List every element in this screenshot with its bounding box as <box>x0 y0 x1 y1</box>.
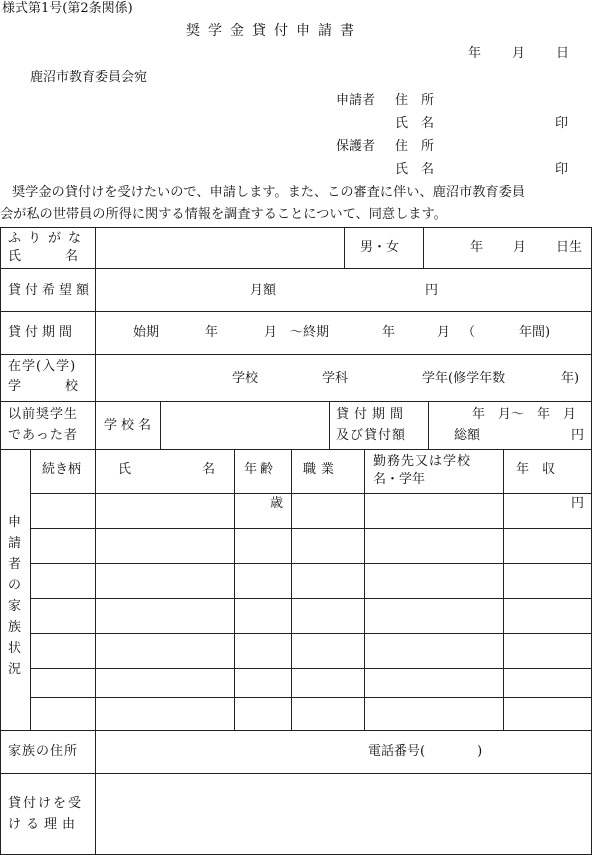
period-end-month: 月 <box>437 325 451 340</box>
dept-unit: 学科 <box>322 371 349 386</box>
family-name-header-2: 名 <box>202 462 216 477</box>
period-paren-open: （ <box>462 325 476 340</box>
grade-unit: 学年(修学年数 <box>422 371 506 386</box>
grade-years-close: 年) <box>561 371 580 386</box>
school-label-1: 在学(入学) <box>8 359 77 374</box>
period-end-year: 年 <box>382 325 396 340</box>
form-number: 様式第1号(第2条関係) <box>2 1 133 16</box>
addressee: 鹿沼市教育委員会宛 <box>30 70 148 85</box>
prev-scholar-label-2: であった者 <box>8 428 78 443</box>
workplace-header-1: 勤務先又は学校 <box>373 454 472 469</box>
date-day: 日 <box>556 46 570 61</box>
income-header: 年 収 <box>516 462 556 477</box>
birth-day: 日生 <box>556 240 583 255</box>
guardian-name-label: 氏 名 <box>395 162 435 177</box>
prev-school-name-label: 学校名 <box>104 418 156 433</box>
family-status-label: 申請者の家族状況 <box>8 515 22 677</box>
applicant-seal: 印 <box>555 116 569 131</box>
period-start-label: 始期 <box>133 325 160 340</box>
statement-line-1: 奨学金の貸付けを受けたいので、申請します。また、この審査に伴い、鹿沼市教育委員 <box>12 185 525 200</box>
reason-label-1: 貸付けを受 <box>8 796 84 811</box>
applicant-address-label: 住 所 <box>395 93 435 108</box>
birth-month: 月 <box>513 240 527 255</box>
reason-input[interactable] <box>96 774 590 853</box>
guardian-label: 保護者 <box>336 139 376 154</box>
family-address-label: 家族の住所 <box>8 744 79 759</box>
loan-period-label: 貸付期間 <box>8 325 77 340</box>
phone-label: 電話番号( ) <box>368 744 483 759</box>
form-title: 奨学金貸付申請書 <box>186 23 362 39</box>
period-years: 年間) <box>519 325 551 340</box>
workplace-header-2: 名・学年 <box>373 472 426 487</box>
reason-label-2: ける理由 <box>8 817 81 832</box>
statement-line-2: 会が私の世帯員の所得に関する情報を調査することについて、同意します。 <box>0 207 447 222</box>
prev-period-label-2: 及び貸付額 <box>336 428 407 443</box>
period-start-month: 月 <box>264 325 278 340</box>
name-input[interactable] <box>96 228 343 267</box>
gender-field[interactable]: 男・女 <box>360 240 400 255</box>
prev-period-label-1: 貸付期間 <box>336 407 409 422</box>
loan-amount-input[interactable] <box>280 272 420 308</box>
relation-header: 続き柄 <box>42 462 82 477</box>
applicant-label: 申請者 <box>336 93 376 108</box>
date-year: 年 <box>468 46 482 61</box>
period-end-label: 〜終期 <box>290 325 330 340</box>
prev-scholar-label-1: 以前奨学生 <box>8 407 79 422</box>
age-unit: 歳 <box>270 496 284 511</box>
birth-year: 年 <box>470 240 484 255</box>
family-name-header-1: 氏 <box>118 462 132 477</box>
prev-total-label: 総額 <box>454 428 481 443</box>
loan-amount-label: 貸付希望額 <box>8 283 94 298</box>
prev-total-yen: 円 <box>571 428 585 443</box>
furigana-label: ふりがな <box>8 231 89 246</box>
period-start-year: 年 <box>205 325 219 340</box>
name-label: 氏 名 <box>8 249 85 264</box>
job-header: 職業 <box>303 462 340 477</box>
family-address-input[interactable] <box>96 731 361 772</box>
applicant-name-label: 氏 名 <box>395 116 435 131</box>
guardian-address-label: 住 所 <box>395 139 435 154</box>
school-unit: 学校 <box>232 371 259 386</box>
income-unit: 円 <box>571 496 585 511</box>
school-label-2: 学 校 <box>8 379 85 394</box>
date-month: 月 <box>512 46 526 61</box>
loan-yen-unit: 円 <box>425 283 439 298</box>
guardian-seal: 印 <box>555 162 569 177</box>
age-header: 年齢 <box>244 462 277 477</box>
monthly-label: 月額 <box>250 283 277 298</box>
prev-dates: 年 月〜 年 月 <box>472 407 577 422</box>
